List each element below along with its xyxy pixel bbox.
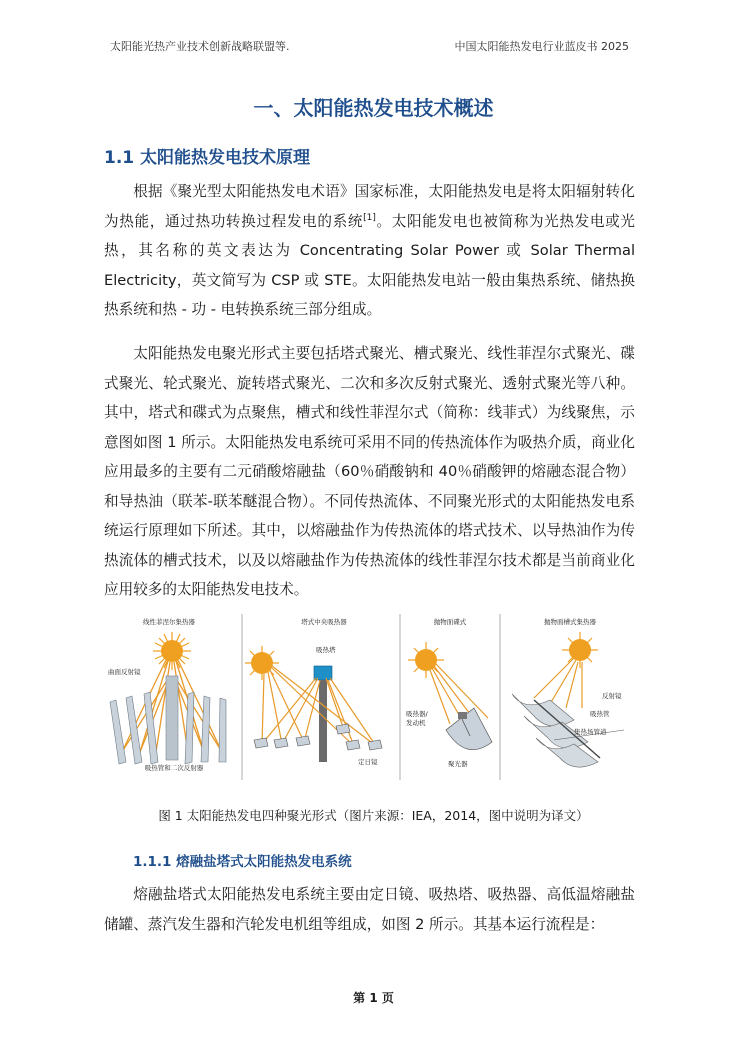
panel3-label-receiver-a: 吸热器/	[406, 710, 428, 718]
paragraph-2: 太阳能热发电聚光形式主要包括塔式聚光、槽式聚光、线性菲涅尔式聚光、碟式聚光、轮式聚光、旋转塔式聚光、二次和多次反射式聚光、透射式聚光等八种。其中，塔式和碟式为点聚焦，槽式和线性菲涅尔式（简称：线菲式）为线聚焦，示意图如图 1 所示。太阳能热发电系统可采用不同的传热流体作为吸热介质，商业化应用最多的主要有二元硝酸熔融盐（60％硝酸钠和 40％硝酸钾的熔融态混合物）和导热油（联苯-联苯醚混合物）。不同传热流体、不同聚光形式的太阳能热发电系统运行原理如下所述。其中，以熔融盐作为传热流体的塔式技术、以导热油作为传热流体的槽式技术，以及以熔融盐作为传热流体的线性菲涅尔技术都是当前商业化应用较多的太阳能热发电技术。	[104, 345, 635, 598]
dish-engine	[458, 712, 467, 719]
sun-icon	[562, 632, 598, 668]
panel1-title: 线性菲涅尔集热器	[143, 618, 195, 626]
panel2-title: 塔式中央吸热器	[301, 618, 347, 626]
panel1-label-receiver: 吸热管和二次反射器	[144, 764, 204, 772]
chapter-title: 一、太阳能热发电技术概述	[253, 96, 494, 120]
trough-rays	[534, 658, 582, 708]
figure-caption: 图 1 太阳能热发电四种聚光形式（图片来源：IEA，2014，图中说明为译文）	[158, 808, 589, 823]
paragraph-3: 熔融盐塔式太阳能热发电系统主要由定日镜、吸热塔、吸热器、高低温熔融盐储罐、蒸汽发生器和汽轮发电机组等组成，如图 2 所示。其基本运行流程是：	[104, 886, 635, 933]
panel3-title: 抛物面碟式	[433, 618, 467, 626]
header-right: 中国太阳能热发电行业蓝皮书 2025	[454, 40, 629, 53]
tower-receiver	[314, 666, 332, 680]
section-heading: 1.1 太阳能热发电技术原理	[104, 148, 311, 168]
heliostats	[254, 724, 382, 750]
figure-1-concentrator-types	[104, 612, 636, 782]
fresnel-receiver	[166, 676, 178, 760]
panel1-label-mirror: 曲面反射镜	[108, 668, 141, 676]
sun-icon	[153, 632, 191, 670]
panel3-label-receiver-b: 发动机	[406, 719, 426, 727]
panel4-title: 抛物面槽式集热器	[544, 618, 596, 626]
panel3-label-concentrator: 聚光器	[448, 760, 468, 768]
subsection-heading: 1.1.1 熔融盐塔式太阳能热发电系统	[133, 854, 352, 870]
tower-shaft	[319, 680, 327, 762]
panel4-label-pipe: 集热场管道	[574, 728, 607, 736]
page-number: 第 1 页	[353, 991, 394, 1005]
panel2-label-heliostat: 定日镜	[358, 758, 378, 766]
panel4-label-tube: 吸热管	[590, 710, 610, 718]
paragraph-1-text-a: 根据《聚光型太阳能热发电术语》国家标准，太阳能热发电是将太阳辐射转化为热能，通过热功转换过程发电的系统	[104, 183, 635, 230]
panel4-label-mirror: 反射镜	[602, 692, 622, 700]
panel2-label-tower: 吸热塔	[316, 646, 336, 654]
citation-ref[interactable]: [1]	[363, 212, 376, 223]
paragraph-1-text-b: 。太阳能发电也被简称为光热发电或光热，其名称的英文表达为 Concentrating Solar Power 或 Solar Thermal Electricity，英文简写为 CSP 或 STE。太阳能热发电站一般由集热系统、储热换热系统和热 - 功 - 电转换系统三部分组成。	[104, 212, 635, 318]
header-left: 太阳能光热产业技术创新战略联盟等.	[110, 40, 290, 53]
sun-icon	[245, 646, 279, 680]
paragraph-1	[104, 177, 635, 325]
